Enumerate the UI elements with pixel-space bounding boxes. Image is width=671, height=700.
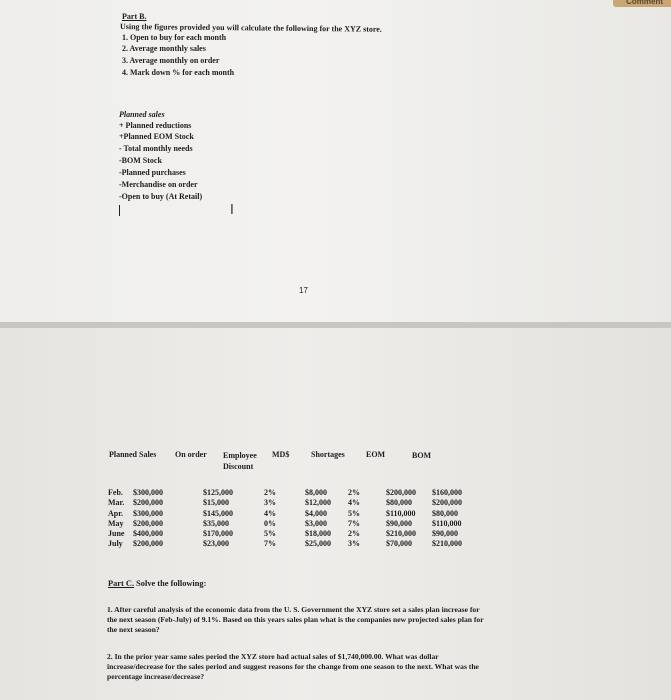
- col-sales: [133, 488, 163, 550]
- cell-employee-discount: 3%: [264, 498, 276, 508]
- col-month: [108, 488, 124, 550]
- cell-eom: $200,000: [386, 488, 416, 497]
- formula-total-needs: - Total monthly needs: [119, 144, 193, 153]
- cell-on-order: $23,000: [203, 539, 229, 549]
- header-planned-sales: Planned Sales: [109, 450, 157, 459]
- cell-mds: $4,000: [305, 508, 327, 518]
- task-4: 4. Mark down % for each month: [122, 68, 235, 77]
- cell-sales: $400,000: [133, 529, 163, 539]
- col-shortages: [348, 488, 360, 550]
- cell-on-order: $170,000: [203, 529, 233, 539]
- formula-merch-on-order: -Merchandise on order: [119, 180, 198, 189]
- cell-month: Mar.: [108, 498, 125, 508]
- question-2: 2. In the prior year same sales period the XYZ store had actual sales of $1,740,000.00. What was dollar increase/decrease for the sales period and suggest reasons for the change from one season to the next. What was the percentage increase/decrease?: [107, 652, 479, 681]
- task-2: 2. Average monthly sales: [122, 44, 206, 53]
- header-eom: EOM: [366, 450, 386, 459]
- cell-mds: $25,000: [305, 539, 331, 549]
- col-mds: [305, 488, 331, 550]
- formula-planned-eom: +Planned EOM Stock: [119, 132, 194, 141]
- cell-bom: $210,000: [432, 539, 462, 549]
- comment-tab[interactable]: [613, 0, 671, 7]
- lower-page: [0, 328, 671, 700]
- cell-employee-discount: 2%: [264, 488, 276, 497]
- cell-on-order: $35,000: [203, 518, 229, 528]
- col-bom: [432, 488, 462, 550]
- cell-mds: $18,000: [305, 529, 331, 539]
- formula-open-to-buy: -Open to buy (At Retail): [119, 192, 203, 201]
- cell-bom: $80,000: [432, 508, 458, 518]
- cell-sales: $200,000: [133, 498, 163, 508]
- cell-shortages: 3%: [348, 539, 360, 549]
- cell-mds: $12,000: [305, 498, 331, 508]
- cell-on-order: $15,000: [203, 498, 229, 508]
- formula-bom-stock: -BOM Stock: [119, 156, 162, 165]
- part-b-heading: Part B.: [122, 12, 147, 21]
- cell-employee-discount: 5%: [264, 529, 276, 539]
- cell-mds: $8,000: [305, 488, 327, 497]
- text-caret: [119, 205, 120, 216]
- cell-bom: $200,000: [432, 498, 462, 508]
- cell-month: May: [108, 518, 124, 528]
- cell-eom: $210,000: [386, 529, 416, 539]
- task-3: 3. Average monthly on order: [122, 56, 220, 65]
- cell-shortages: 2%: [348, 488, 360, 497]
- cell-sales: $300,000: [133, 508, 163, 518]
- cell-eom: $110,000: [386, 508, 416, 518]
- cell-bom: $110,000: [432, 518, 462, 528]
- col-employee-discount: [264, 488, 276, 550]
- formula-planned-reductions: + Planned reductions: [119, 121, 192, 130]
- cell-sales: $200,000: [133, 539, 163, 549]
- col-on-order: [203, 488, 233, 550]
- part-b-intro: Using the figures provided you will calculate the following for the XYZ store.: [119, 22, 382, 34]
- part-c-heading-line: [108, 579, 206, 589]
- text-cursor-icon: I: [230, 203, 234, 218]
- cell-month: June: [108, 529, 125, 539]
- cell-bom: $90,000: [432, 529, 458, 539]
- page-number: 17: [299, 286, 308, 295]
- header-bom: BOM: [412, 451, 432, 460]
- col-eom: [386, 488, 416, 550]
- header-employee-discount: Employee Discount: [223, 451, 257, 471]
- header-mds: MD$: [272, 450, 290, 459]
- cell-employee-discount: 4%: [264, 508, 276, 518]
- cell-on-order: $125,000: [203, 488, 233, 497]
- cell-eom: $80,000: [386, 498, 412, 508]
- cell-on-order: $145,000: [203, 508, 233, 518]
- cell-bom: $160,000: [432, 488, 462, 497]
- header-shortages: Shortages: [311, 450, 345, 459]
- cell-sales: $200,000: [133, 518, 163, 528]
- cell-sales: $300,000: [133, 488, 163, 497]
- comment-tab-label: Comment: [626, 0, 663, 6]
- cell-shortages: 7%: [348, 518, 360, 528]
- cell-month: Apr.: [108, 508, 124, 518]
- upper-page: [0, 0, 671, 322]
- header-on-order: On order: [175, 450, 207, 459]
- task-1: 1. Open to buy for each month: [122, 33, 227, 42]
- cell-month: July: [108, 539, 123, 549]
- cell-shortages: 5%: [348, 508, 360, 518]
- cell-mds: $3,000: [305, 518, 327, 528]
- formula-planned-sales: Planned sales: [119, 110, 165, 119]
- cell-employee-discount: 7%: [264, 539, 276, 549]
- cell-employee-discount: 0%: [264, 518, 276, 528]
- cell-eom: $90,000: [386, 518, 412, 528]
- cell-shortages: 2%: [348, 529, 360, 539]
- part-c-heading: Part C.: [108, 579, 135, 588]
- cell-shortages: 4%: [348, 498, 360, 508]
- cell-month: Feb.: [108, 488, 123, 497]
- part-c-instruction: Solve the following:: [136, 579, 207, 588]
- formula-planned-purchases: -Planned purchases: [119, 168, 186, 177]
- question-1: 1. After careful analysis of the economic data from the U. S. Government the XYZ store set a sales plan increase for the next season (Feb-July) of 9.1%. Based on this years sales plan what is the companies new projected sales plan for the next season?: [107, 605, 484, 634]
- cell-eom: $70,000: [386, 539, 412, 549]
